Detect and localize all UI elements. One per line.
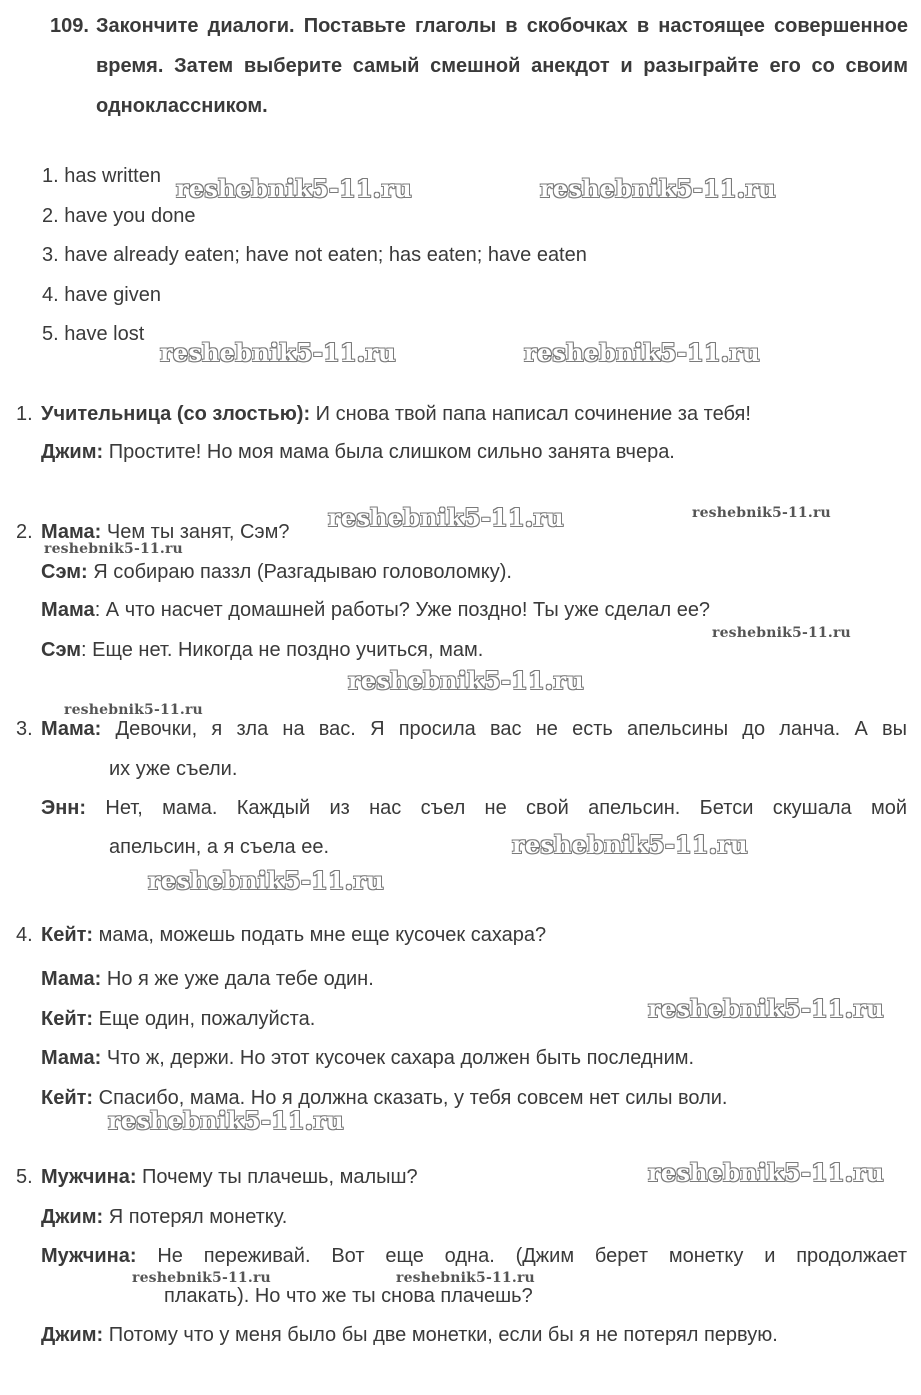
speaker: Энн: [41,797,87,819]
dialogue-line [41,638,483,662]
speaker: Мама: [41,521,102,543]
line-text: Спасибо, мама. Но я должна сказать, у тебя совсем нет силы воли. [93,1087,728,1109]
dialogue-number: 1. [16,403,33,425]
dialogue-line [41,1323,778,1347]
answer-item: 4. have given [42,284,161,306]
line-text: Не переживай. Вот еще одна. (Джим берет монетку и продолжает [136,1245,907,1267]
watermark: reshebnik5-11.ru [108,1106,344,1135]
answer-item: 1. has written [42,165,161,187]
watermark: reshebnik5-11.ru [148,866,384,895]
speaker: Сэм: [41,561,88,583]
line-text: Еще один, пожалуйста. [93,1008,316,1030]
answer-item: 2. have you done [42,205,196,227]
task-instructions: Закончите диалоги. Поставьте глаголы в скобочках в настоящее совершенное время. Затем выберите самый смешной анекдот и разыграйте его со своим одноклассником. [96,15,908,117]
line-text: Чем ты занят, Сэм? [101,521,290,543]
speaker: Мужчина: [41,1245,137,1267]
dialogue-line [41,717,907,741]
speaker: Мама: [41,1047,102,1069]
line-text: Я собираю паззл (Разгадываю головоломку). [87,561,512,583]
line-text: Но я же уже дала тебе один. [101,968,374,990]
watermark: reshebnik5-11.ru [64,702,203,718]
watermark: reshebnik5-11.ru [648,1158,884,1187]
line-text: : А что насчет домашней работы? Уже поздно! Ты уже сделал ее? [94,599,711,621]
answer-item: 5. have lost [42,323,145,345]
dialogue-line [41,923,546,947]
line-text: мама, можешь подать мне еще кусочек сахара? [93,924,547,946]
line-text: : Еще нет. Никогда не поздно учиться, мам. [81,639,484,661]
watermark: reshebnik5-11.ru [712,625,851,641]
watermark: reshebnik5-11.ru [160,338,396,367]
dialogue-line [41,402,751,426]
speaker: Джим: [41,441,104,463]
dialogue-line [41,1007,315,1031]
watermark: reshebnik5-11.ru [132,1270,271,1286]
watermark: reshebnik5-11.ru [524,338,760,367]
watermark: reshebnik5-11.ru [44,541,183,557]
dialogue-line [41,1244,907,1268]
dialogue-line [41,1165,418,1189]
watermark: reshebnik5-11.ru [692,505,831,521]
line-text: Девочки, я зла на вас. Я просила вас не есть апельсины до ланча. А вы [101,718,907,740]
dialogue-line [41,796,907,820]
line-text: Простите! Но моя мама была слишком сильно занята вчера. [103,441,675,463]
dialogue-line [41,440,675,464]
speaker: Мама: [41,968,102,990]
dialogue-number: 2. [16,521,33,543]
dialogue-line [41,1046,694,1070]
line-text: Нет, мама. Каждый из нас съел не свой апельсин. Бетси скушала мой [86,797,907,819]
watermark: reshebnik5-11.ru [176,174,412,203]
speaker: Кейт: [41,1008,94,1030]
line-text: Я потерял монетку. [103,1206,288,1228]
line-text: И снова твой папа написал сочинение за тебя! [310,403,751,425]
line-text: Потому что у меня было бы две монетки, если бы я не потерял первую. [103,1324,778,1346]
watermark: reshebnik5-11.ru [348,666,584,695]
dialogue-number: 4. [16,924,33,946]
speaker: Учительница (со злостью): [41,403,311,425]
speaker: Кейт: [41,924,94,946]
speaker: Мама [41,599,95,621]
dialogue-line [41,598,710,622]
watermark: reshebnik5-11.ru [540,174,776,203]
dialogue-line-continuation: апельсин, а я съела ее. [109,836,330,858]
dialogue-number: 5. [16,1166,33,1188]
speaker: Мужчина: [41,1166,137,1188]
speaker: Мама: [41,718,102,740]
watermark: reshebnik5-11.ru [396,1270,535,1286]
dialogue-line [41,967,374,991]
dialogue-line-continuation: их уже съели. [109,758,238,780]
watermark: reshebnik5-11.ru [648,994,884,1023]
speaker: Сэм [41,639,82,661]
dialogue-number: 3. [16,718,33,740]
speaker: Кейт: [41,1087,94,1109]
speaker: Джим: [41,1206,104,1228]
dialogue-line-continuation: плакать). Но что же ты снова плачешь? [164,1285,533,1307]
line-text: Что ж, держи. Но этот кусочек сахара должен быть последним. [101,1047,695,1069]
task-number: 109. [50,15,89,37]
dialogue-line [41,560,512,584]
watermark: reshebnik5-11.ru [328,503,564,532]
speaker: Джим: [41,1324,104,1346]
dialogue-line [41,1205,287,1229]
watermark: reshebnik5-11.ru [512,830,748,859]
line-text: Почему ты плачешь, малыш? [136,1166,418,1188]
answer-item: 3. have already eaten; have not eaten; has eaten; have eaten [42,244,587,266]
